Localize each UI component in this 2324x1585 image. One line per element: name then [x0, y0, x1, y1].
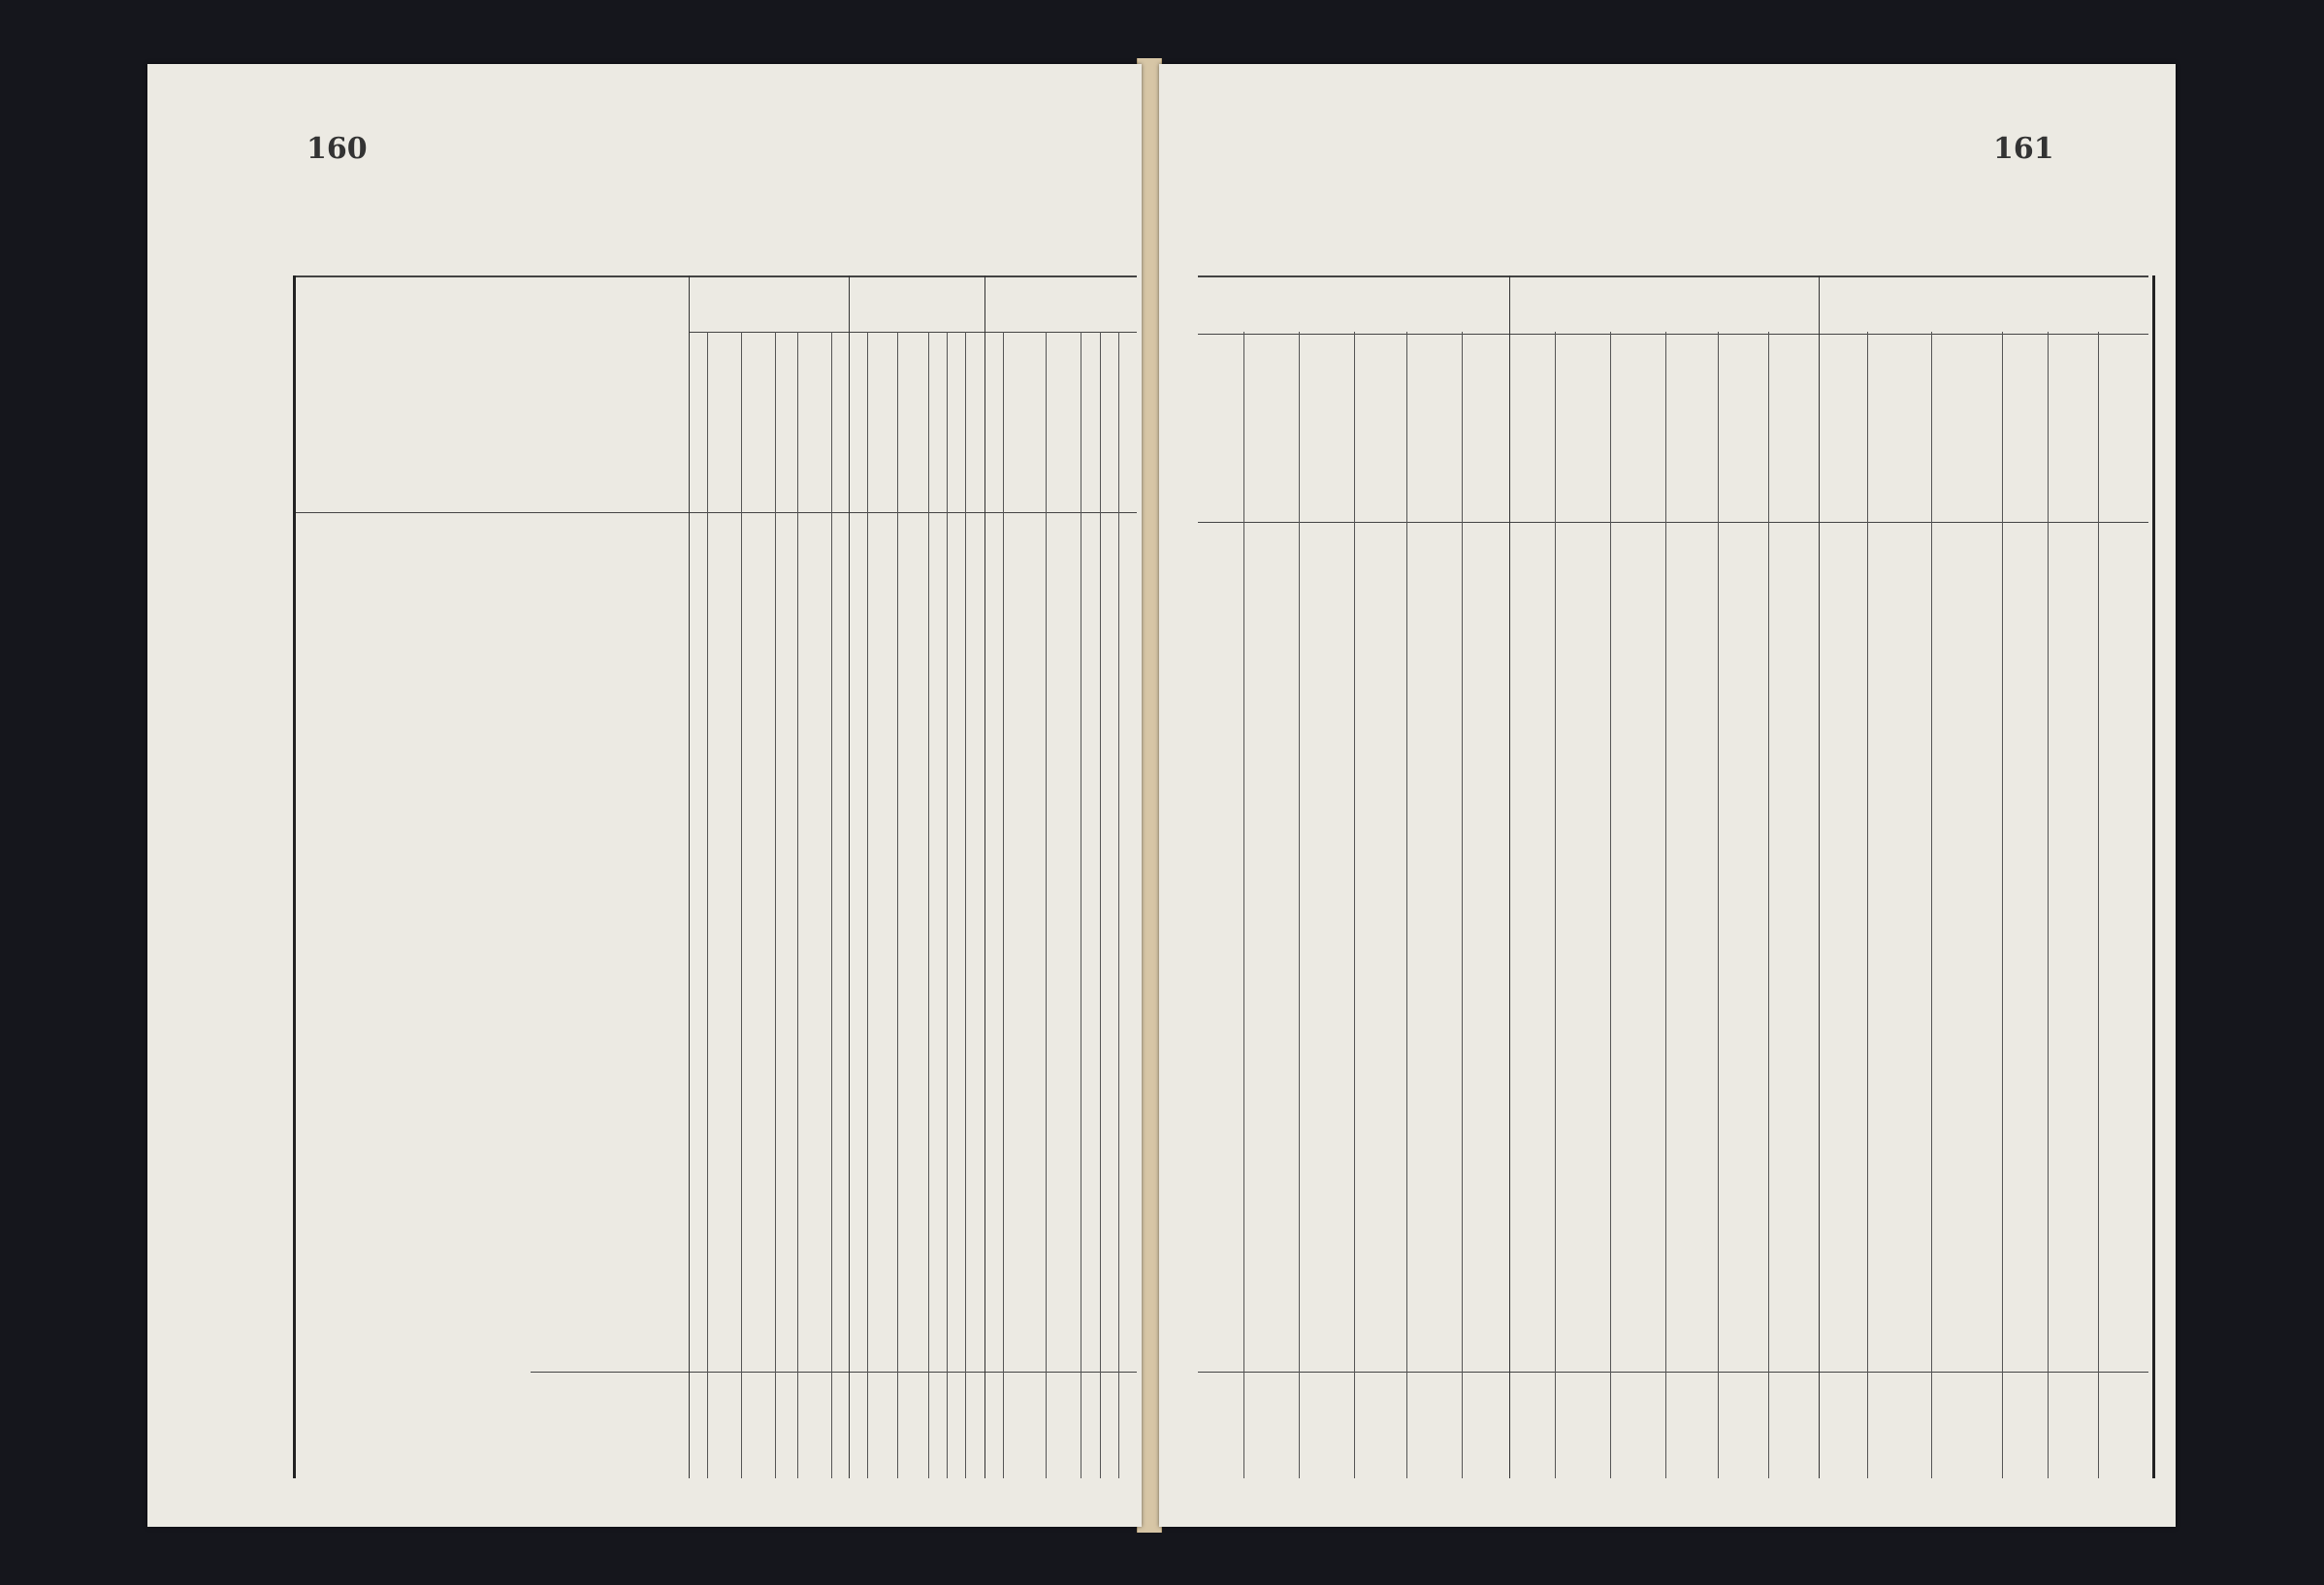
header-bottom-rule	[293, 512, 1137, 513]
table-top-rule	[293, 275, 1137, 277]
col-line	[1354, 332, 1355, 1478]
col-line	[1462, 332, 1463, 1478]
total-top-rule	[1198, 1372, 2148, 1373]
col-line	[1046, 332, 1047, 1478]
col-line	[1299, 332, 1300, 1478]
group-divider-1	[849, 275, 850, 1478]
right-page	[1159, 64, 2176, 1527]
col-line-first	[689, 275, 690, 1478]
col-line	[2048, 332, 2049, 1478]
col-line	[1665, 332, 1666, 1478]
page-number-right: 161	[1993, 132, 2054, 166]
col-line	[1406, 332, 1407, 1478]
left-table	[293, 208, 1137, 1478]
col-line	[831, 332, 832, 1478]
col-line	[1610, 332, 1611, 1478]
col-line	[1718, 332, 1719, 1478]
col-line	[867, 332, 868, 1478]
col-line	[741, 332, 742, 1478]
col-line	[707, 332, 708, 1478]
table-right-border	[2152, 275, 2155, 1478]
col-line	[1118, 332, 1119, 1478]
col-line	[1555, 332, 1556, 1478]
col-line	[965, 332, 966, 1478]
col-line	[1931, 332, 1932, 1478]
group-divider-r1	[1509, 275, 1510, 1478]
col-line	[2098, 332, 2099, 1478]
page-number-left: 160	[307, 132, 368, 166]
table-left-border	[293, 275, 296, 1478]
col-line	[897, 332, 898, 1478]
col-line	[1867, 332, 1868, 1478]
left-page	[147, 64, 1142, 1527]
right-table	[1198, 208, 2148, 1478]
col-line	[775, 332, 776, 1478]
group-divider-2	[984, 275, 985, 1478]
header-bottom-rule	[1198, 522, 2148, 523]
subheader-rule	[1198, 334, 2148, 335]
group-divider-r2	[1819, 275, 1820, 1478]
col-line	[1243, 332, 1244, 1478]
col-line	[928, 332, 929, 1478]
col-line	[797, 332, 798, 1478]
col-line	[2002, 332, 2003, 1478]
table-top-rule	[1198, 275, 2148, 277]
col-line	[947, 332, 948, 1478]
subheader-rule	[689, 332, 1137, 333]
col-line	[1100, 332, 1101, 1478]
col-line	[1768, 332, 1769, 1478]
col-line	[1003, 332, 1004, 1478]
